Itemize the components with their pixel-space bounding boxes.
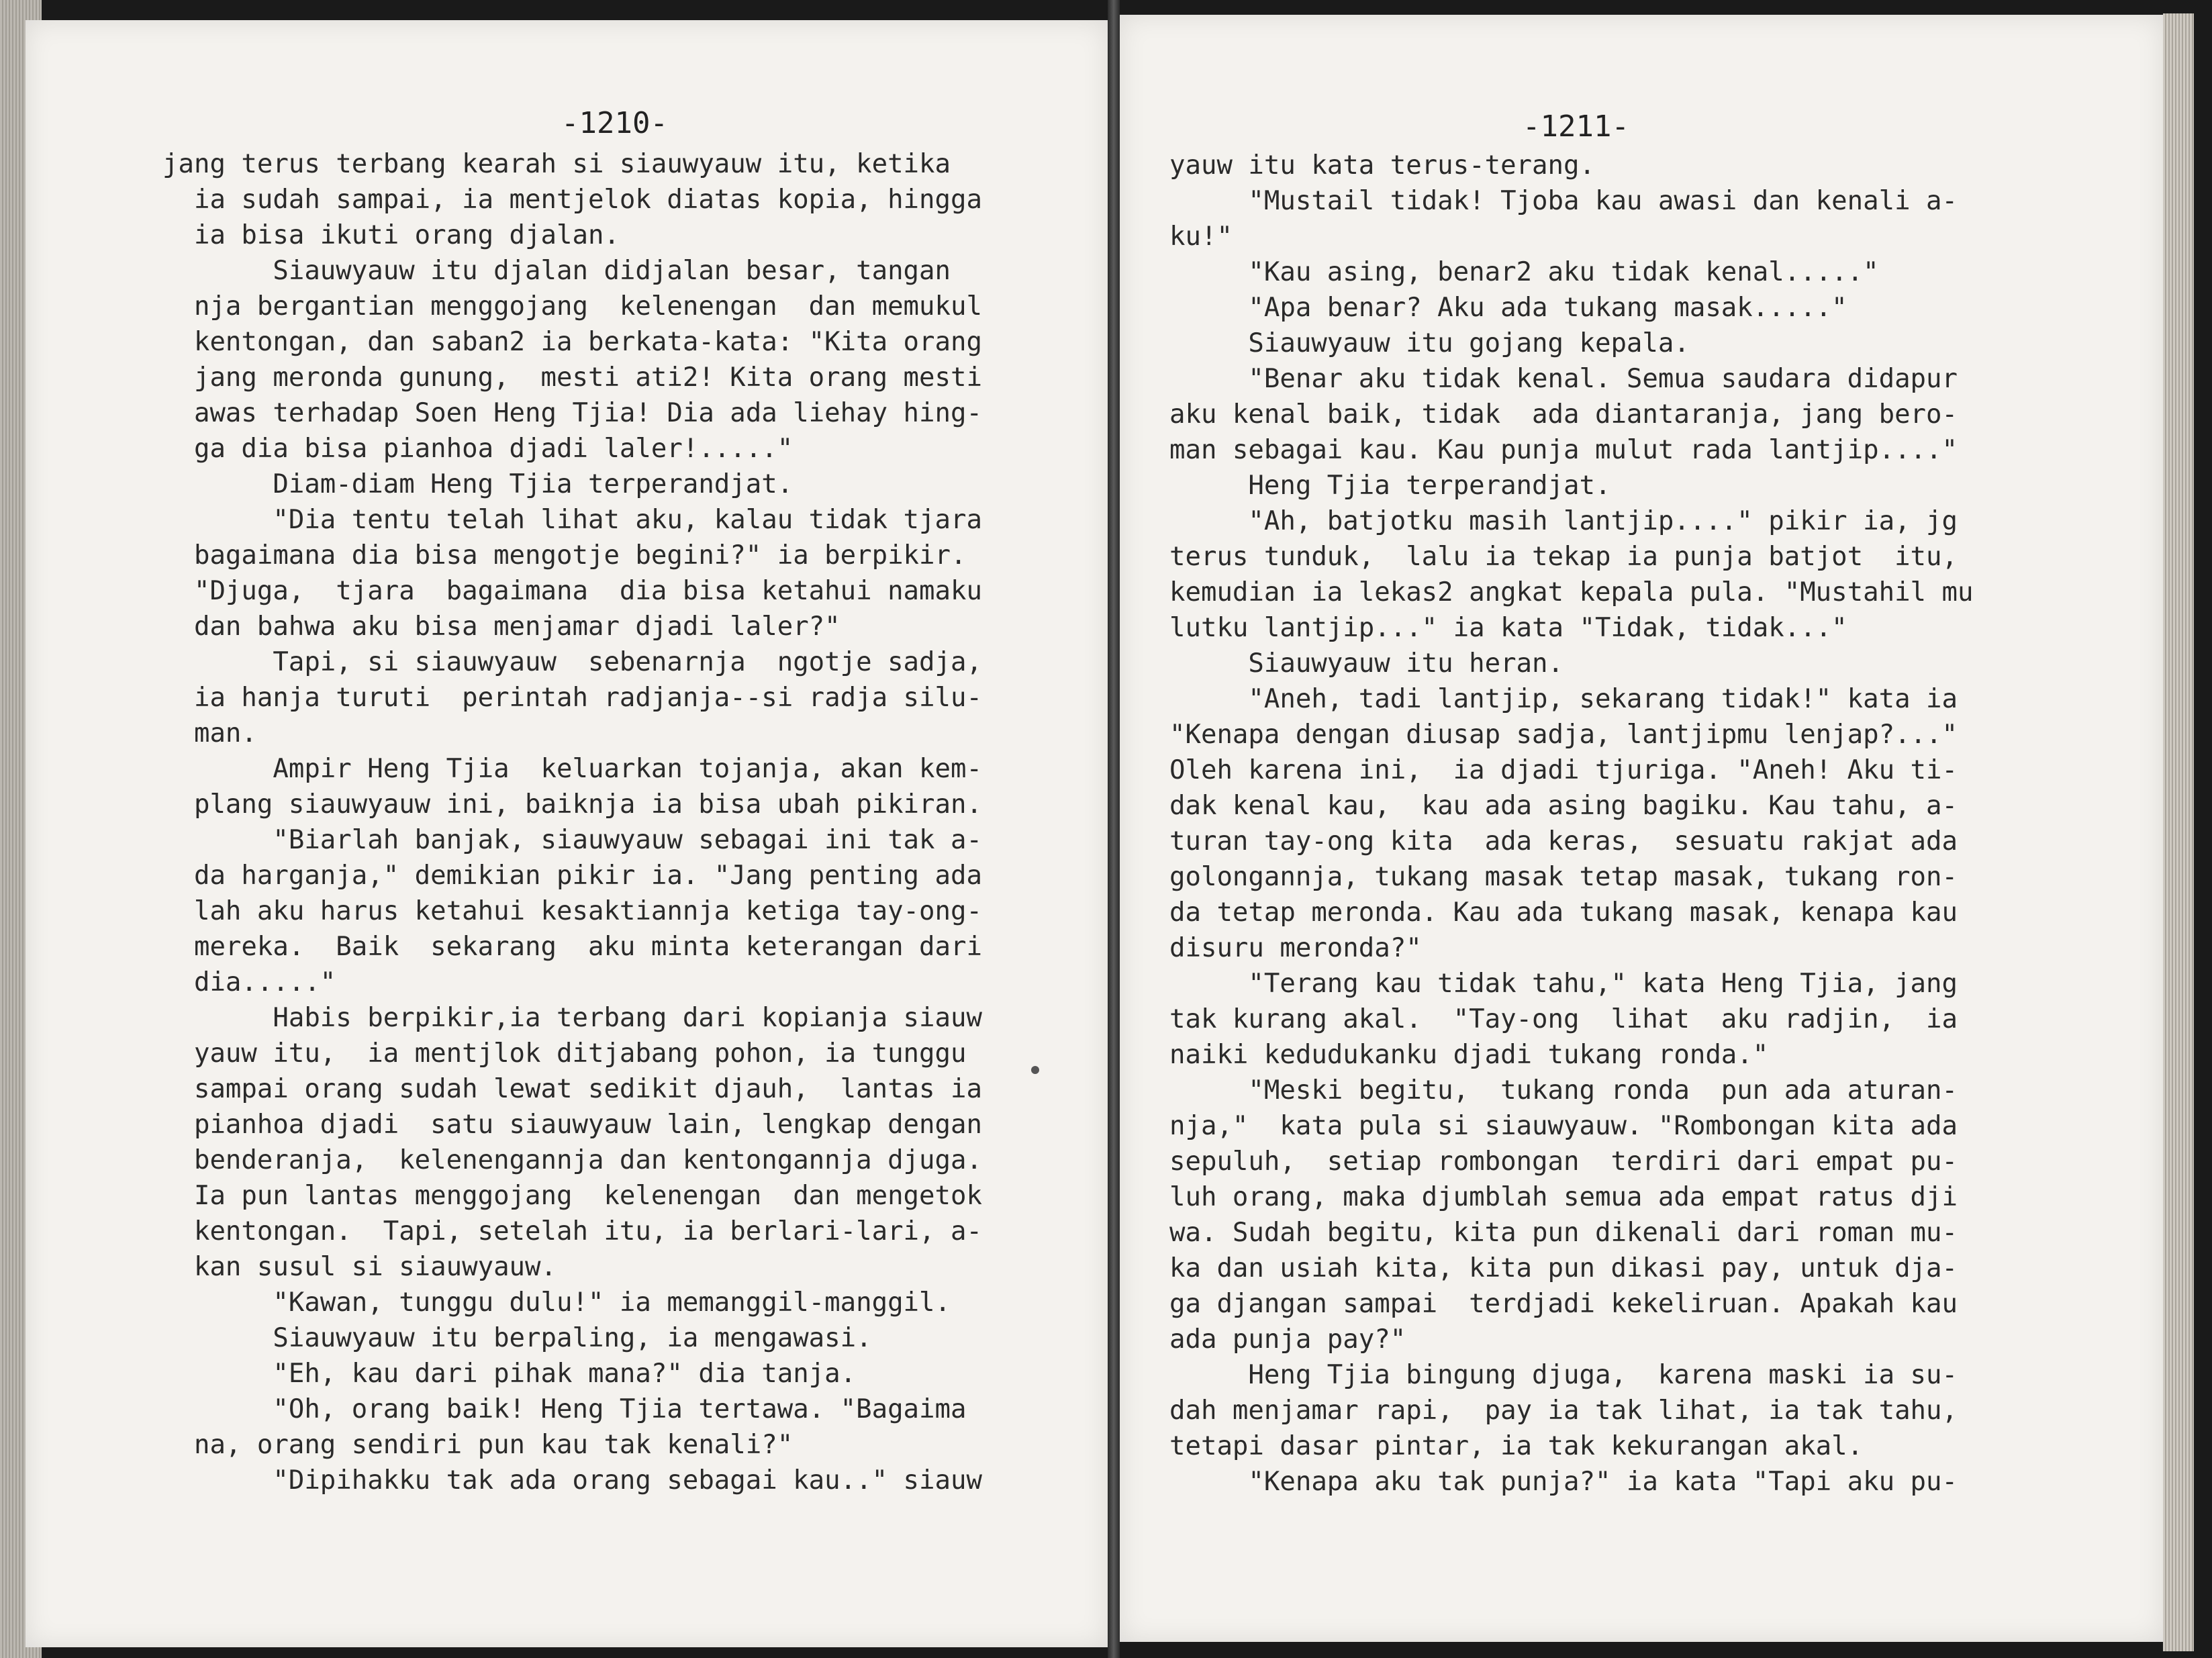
text-line: "Aneh, tadi lantjip, sekarang tidak!" kata ia [1169,684,1958,714]
text-line: Siauwyauw itu berpaling, ia mengawasi. [162,1323,872,1353]
text-line: mereka. Baik sekarang aku minta keterangan dari [162,932,982,962]
text-line: Ia pun lantas menggojang kelenengan dan mengetok [162,1181,982,1211]
text-line: ga dia bisa pianhoa djadi laler!....." [162,434,794,464]
text-line: turan tay-ong kita ada keras, sesuatu rakjat ada [1169,826,1958,857]
text-line: Siauwyauw itu djalan didjalan besar, tangan [162,256,951,286]
text-line: jang meronda gunung, mesti ati2! Kita orang mesti [162,362,982,393]
text-line: "Terang kau tidak tahu," kata Heng Tjia, jang [1169,969,1958,999]
text-line: "Ah, batjotku masih lantjip...." pikir ia, jg [1169,506,1958,536]
text-line: ia sudah sampai, ia mentjelok diatas kopia, hingga [162,185,982,215]
text-line: "Meski begitu, tukang ronda pun ada aturan- [1169,1075,1958,1106]
text-line: Oleh karena ini, ia djadi tjuriga. "Aneh! Aku ti- [1169,755,1958,785]
text-line: tetapi dasar pintar, ia tak kekurangan akal. [1169,1431,1864,1461]
text-line: luh orang, maka djumblah semua ada empat ratus dji [1169,1182,1958,1212]
text-line: bagaimana dia bisa mengotje begini?" ia berpikir. [162,540,967,571]
text-line: "Benar aku tidak kenal. Semua saudara didapur [1169,364,1958,394]
text-line: ka dan usiah kita, kita pun dikasi pay, untuk dja- [1169,1253,1958,1283]
text-line: awas terhadap Soen Heng Tjia! Dia ada liehay hing- [162,398,982,428]
text-line: ku!" [1169,222,1233,252]
text-line: kemudian ia lekas2 angkat kepala pula. "Mustahil mu [1169,577,1974,607]
text-line: na, orang sendiri pun kau tak kenali?" [162,1430,794,1460]
text-line: "Kawan, tunggu dulu!" ia memanggil-manggil. [162,1287,951,1318]
text-line: "Apa benar? Aku ada tukang masak....." [1169,293,1847,323]
text-line: Heng Tjia bingung djuga, karena maski ia su- [1169,1360,1958,1390]
text-line: ia bisa ikuti orang djalan. [162,220,620,250]
text-line: "Dia tentu telah lihat aku, kalau tidak tjara [162,505,982,535]
text-line: Diam-diam Heng Tjia terperandjat. [162,469,794,499]
text-line: dak kenal kau, kau ada asing bagiku. Kau tahu, a- [1169,791,1958,821]
text-line: "Kau asing, benar2 aku tidak kenal....." [1169,257,1879,287]
text-line: disuru meronda?" [1169,933,1422,963]
text-line: kentongan, dan saban2 ia berkata-kata: "Kita orang [162,327,982,357]
text-line: Tapi, si siauwyauw sebenarnja ngotje sadja, [162,647,982,677]
text-line: Siauwyauw itu heran. [1169,648,1564,679]
text-line: Siauwyauw itu gojang kepala. [1169,328,1690,358]
text-line: "Kenapa dengan diusap sadja, lantjipmu lenjap?..." [1169,720,1958,750]
text-line: ada punja pay?" [1169,1324,1406,1355]
text-line: Ampir Heng Tjia keluarkan tojanja, akan kem- [162,754,982,784]
text-line: kan susul si siauwyauw. [162,1252,557,1282]
right-page-text [1169,148,2042,1500]
text-line: ga djangan sampai terdjadi kekeliruan. Apakah kau [1169,1289,1958,1319]
text-line: terus tunduk, lalu ia tekap ia punja batjot itu, [1169,542,1958,572]
right-page-edges [2163,13,2194,1651]
text-line: kentongan. Tapi, setelah itu, ia berlari-lari, a- [162,1216,982,1247]
text-line: Heng Tjia terperandjat. [1169,471,1611,501]
text-line: plang siauwyauw ini, baiknja ia bisa ubah pikiran. [162,789,982,820]
text-line: benderanja, kelenengannja dan kentongannja djuga. [162,1145,982,1175]
book-gutter [1108,0,1120,1658]
text-line: man sebagai kau. Kau punja mulut rada lantjip...." [1169,435,1958,465]
text-line: nja bergantian menggojang kelenengan dan memukul [162,291,982,322]
text-line: tak kurang akal. "Tay-ong lihat aku radjin, ia [1169,1004,1958,1034]
text-line: sepuluh, setiap rombongan terdiri dari empat pu- [1169,1147,1958,1177]
text-line: "Mustail tidak! Tjoba kau awasi dan kenali a- [1169,186,1958,216]
text-line: "Biarlah banjak, siauwyauw sebagai ini tak a- [162,825,982,855]
text-line: "Dipihakku tak ada orang sebagai kau.." siauw [162,1465,982,1496]
text-line: jang terus terbang kearah si siauwyauw itu, ketika [162,149,951,179]
text-line: naiki kedudukanku djadi tukang ronda." [1169,1040,1769,1070]
text-line: "Kenapa aku tak punja?" ia kata "Tapi aku pu- [1169,1467,1958,1497]
left-page-text [162,146,1049,1498]
text-line: golongannja, tukang masak tetap masak, tukang ron- [1169,862,1958,892]
text-line: "Djuga, tjara bagaimana dia bisa ketahui namaku [162,576,982,606]
text-line: "Eh, kau dari pihak mana?" dia tanja. [162,1359,857,1389]
text-line: dan bahwa aku bisa menjamar djadi laler?" [162,612,840,642]
text-line: sampai orang sudah lewat sedikit djauh, lantas ia [162,1074,982,1104]
text-line: da harganja," demikian pikir ia. "Jang penting ada [162,861,982,891]
text-line: Habis berpikir,ia terbang dari kopianja siauw [162,1003,982,1033]
text-line: dah menjamar rapi, pay ia tak lihat, ia tak tahu, [1169,1396,1958,1426]
text-line: "Oh, orang baik! Heng Tjia tertawa. "Bagaima [162,1394,967,1424]
right-page-number: -1211- [1523,109,1629,144]
text-line: aku kenal baik, tidak ada diantaranja, jang bero- [1169,399,1958,430]
text-line: man. [162,718,257,748]
text-line: da tetap meronda. Kau ada tukang masak, kenapa kau [1169,897,1958,928]
text-line: lutku lantjip..." ia kata "Tidak, tidak..." [1169,613,1847,643]
text-line: nja," kata pula si siauwyauw. "Rombongan kita ada [1169,1111,1958,1141]
text-line: dia....." [162,967,336,997]
text-line: lah aku harus ketahui kesaktiannja ketiga tay-ong- [162,896,982,926]
left-page-number: -1210- [561,106,668,140]
text-line: ia hanja turuti perintah radjanja--si radja silu- [162,683,982,713]
text-line: wa. Sudah begitu, kita pun dikenali dari roman mu- [1169,1218,1958,1248]
text-line: pianhoa djadi satu siauwyauw lain, lengkap dengan [162,1110,982,1140]
margin-dot [1031,1066,1039,1074]
text-line: yauw itu, ia mentjlok ditjabang pohon, ia tunggu [162,1038,967,1069]
text-line: yauw itu kata terus-terang. [1169,150,1595,181]
